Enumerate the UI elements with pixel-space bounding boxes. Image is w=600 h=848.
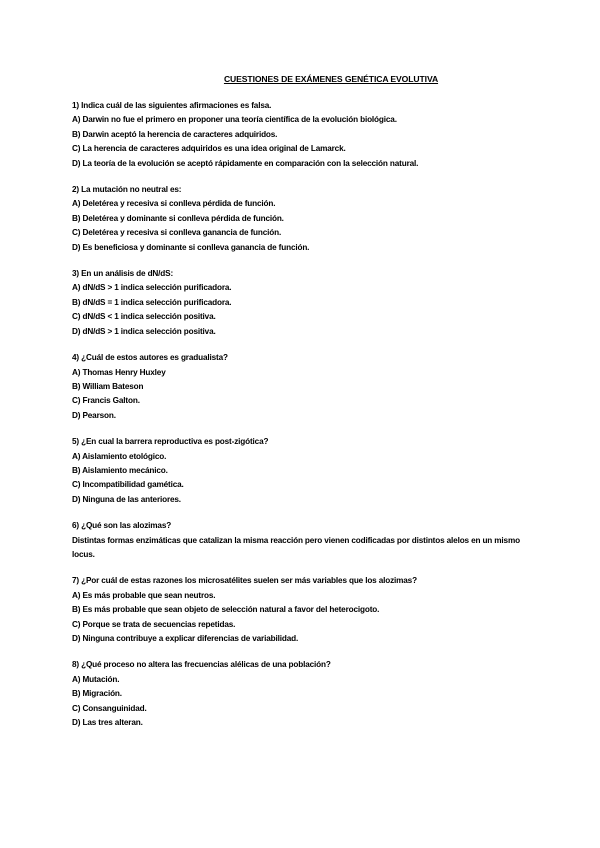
question-text: 2) La mutación no neutral es:	[72, 185, 182, 195]
answer-option: B) Aislamiento mecánico.	[72, 465, 168, 475]
answer-option: C) dN/dS < 1 indica selección positiva.	[72, 312, 216, 322]
answer-option: A) Es más probable que sean neutros.	[72, 590, 216, 600]
answer-option: D) Ninguna contribuye a explicar diferencias de variabilidad.	[72, 634, 299, 643]
answer-option: C) La herencia de caracteres adquiridos es una idea original de Lamarck.	[72, 144, 346, 154]
answer-option: C) Consanguinidad.	[72, 703, 147, 713]
question-text: 5) ¿En cual la barrera reproductiva es post-zigótica?	[72, 437, 269, 447]
question-text: 1) Indica cuál de las siguientes afirmaciones es falsa.	[72, 101, 272, 110]
answer-option: D) Ninguna de las anteriores.	[72, 494, 181, 504]
answer-option: A) dN/dS > 1 indica selección purificadora.	[72, 283, 232, 293]
answer-option: C) Francis Galton.	[72, 396, 140, 406]
answer-option: D) La teoría de la evolución se aceptó rápidamente en comparación con la selección natural.	[72, 158, 419, 168]
answer-option: C) Incompatibilidad gamética.	[72, 480, 184, 490]
question-6	[72, 519, 550, 562]
answer-option: B) Darwin aceptó la herencia de caracteres adquiridos.	[72, 129, 278, 139]
answer-option: D) dN/dS > 1 indica selección positiva.	[72, 326, 216, 336]
answer-option: D) Es beneficiosa y dominante si conlleva ganancia de función.	[72, 242, 310, 252]
answer-option: B) William Bateson	[72, 381, 144, 391]
answer-option: A) Deletérea y recesiva si conlleva pérdida de función.	[72, 199, 276, 209]
question-text: 4) ¿Cuál de estos autores es gradualista?	[72, 353, 228, 363]
question-text: 3) En un análisis de dN/dS:	[72, 269, 174, 279]
question-text: 8) ¿Qué proceso no altera las frecuencias alélicas de una población?	[72, 660, 331, 670]
answer-option: C) Porque se trata de secuencias repetidas.	[72, 619, 236, 629]
answer-option: A) Mutación.	[72, 674, 120, 684]
document-title: CUESTIONES DE EXÁMENES GENÉTICA EVOLUTIVA	[223, 74, 439, 84]
answer-option: B) Deletérea y dominante si conlleva pérdida de función.	[72, 213, 284, 223]
answer-text: Distintas formas enzimáticas que catalizan la misma reacción pero vienen codificadas por distintos alelos en un mismo locus.	[72, 535, 520, 559]
answer-option: B) Es más probable que sean objeto de selección natural a favor del heterocigoto.	[72, 605, 380, 615]
question-4	[72, 351, 550, 423]
question-8	[72, 658, 550, 730]
answer-option: D) Las tres alteran.	[72, 718, 143, 728]
question-5	[72, 435, 550, 507]
question-text: 7) ¿Por cuál de estas razones los microsatélites suelen ser más variables que los alozimas?	[72, 576, 417, 586]
question-1	[72, 99, 550, 171]
question-7	[72, 574, 550, 646]
answer-option: A) Aislamiento etológico.	[72, 451, 167, 461]
answer-option: A) Darwin no fue el primero en proponer una teoría científica de la evolución biológica.	[72, 115, 397, 125]
answer-option: D) Pearson.	[72, 410, 116, 420]
answer-option: B) dN/dS = 1 indica selección purificadora.	[72, 297, 232, 307]
question-text: 6) ¿Qué son las alozimas?	[72, 521, 172, 531]
answer-option: C) Deletérea y recesiva si conlleva ganancia de función.	[72, 228, 282, 238]
question-2	[72, 183, 550, 255]
question-3	[72, 267, 550, 339]
answer-option: A) Thomas Henry Huxley	[72, 367, 166, 377]
answer-option: B) Migración.	[72, 689, 122, 699]
